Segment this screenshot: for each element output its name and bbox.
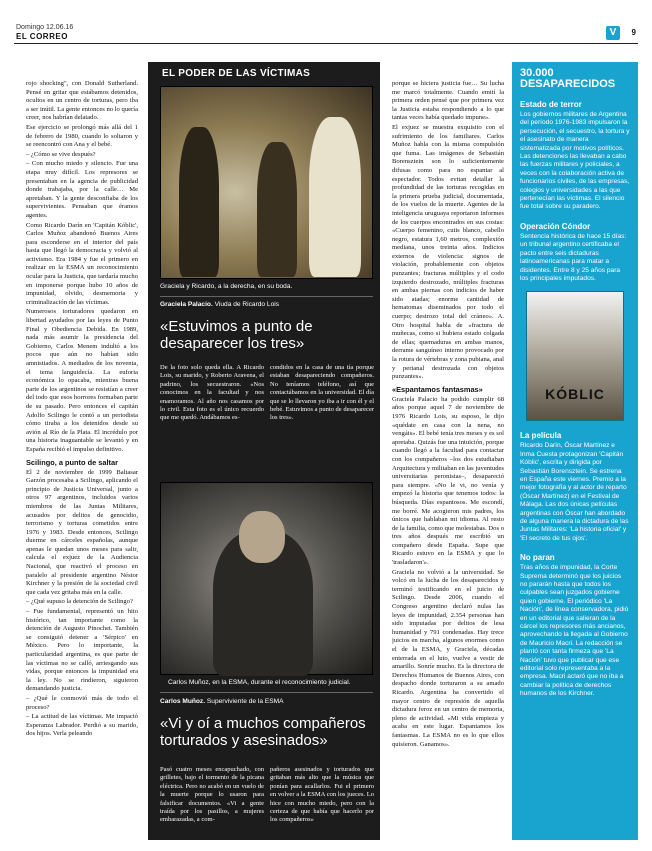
sidebar-text: Tras años de impunidad, la Corte Suprema determinó que los juicios no pararán hasta que todos los culpables sean juzgados gobierne quien gobierne. El periódico 'La Nación', de línea conservadora, pidió en un editorial que salieran de la cárcel los represores más ancianos, aprovechando la llegada al Gobierno de Mauricio Macri. La redacción se plantó con tanta firmeza que 'La Nación' tuvo que publicar que ese editorial solo representaba a la empresa. Macri aclaró que no iba a cambiar la política de derechos humanos de los Kirchner. xyxy=(520,564,629,698)
pull-quote: «Vi y oí a muchos compañeros torturados y asesinados» xyxy=(160,715,366,749)
sidebar-text: Sentencia histórica de hace 15 días: un tribunal argentino certificaba el pacto entre seis dictaduras latinoamericanas para matar a disidentes. Entre 8 y 25 años para los principales imputados. xyxy=(520,232,627,282)
newspaper-name: EL CORREO xyxy=(16,32,68,41)
paragraph: – Fue fundamental, representó un hito histórico, tan importante como la detención de Augusto Pinochet. También se consiguió detener a 'Sérpico' en México. Pero lo importante, la particularidad argentina, es que parte de las víctimas no se calló, arriesgando sus vidas, porque entonces la impunidad era la ley. No se rindieron, siguieron demandando justicia. xyxy=(26,608,138,693)
face xyxy=(239,511,285,563)
paragraph: Graciela Palacio ha podido cumplir 68 años porque aquel 7 de noviembre de 1976 Ricardo Lois, su esposo, le dijo «quédate en casa con la nena, no vengáis». El bebé tenía tres meses y es sol apretaba. Quizás fue una intuición, porque cuando llegó a la facultad para contactar con los compañeros –los dos estudiaban Arquitectura y militaban en las juventudes universitarias peronistas–, desapareció para siempre. «No le vi, no venía y empezó la historia que tenemos todos: la búsqueda. Días espantosos. Me escondí, me borré. Me acogieron mis padres, los únicos que hablaban mi idioma. Al resto de la familia, como que molestabas. Dos o tres años después me escribió un compañero desde España. Supe que Ricardo estuvo en la ESMA y que lo 'trasladaron'». xyxy=(392,395,504,567)
photo-caption: Carlos Muñoz, en la ESMA, durante el reconocimiento judicial. xyxy=(168,679,351,686)
paragraph: – ¿Cómo se vive después? xyxy=(26,150,96,158)
feature-text: pañeros asesinados y torturados que gritaban más alto que la música que ponían para acallarlos. Fui el primero en volver a la ESMA con los jueces. Lo hice con mucho miedo, pero con la certeza de que había que hacerlo por los compañeros» xyxy=(270,766,374,824)
esma-photo xyxy=(160,482,373,675)
article-column-2 xyxy=(392,80,504,836)
figure-silhouette xyxy=(179,127,219,277)
paragraph: – ¿Qué supuso la detención de Scilingo? xyxy=(26,598,133,606)
sidebar-box xyxy=(512,62,638,840)
person-name: Carlos Muñoz. xyxy=(160,698,206,705)
subheading: Scilingo, a punto de saltar xyxy=(26,457,118,467)
photo-caption: Graciela y Ricardo, a la derecha, en su boda. xyxy=(160,283,293,290)
sidebar-heading: Estado de terror xyxy=(520,100,582,109)
person-credit xyxy=(160,301,279,308)
paragraph: Numerosos torturadores quedaron en libertad ayudados por las leyes de Punto Final y Obediencia Debida. En 1989, nada más asumir la presidencia del Gobierno, Carlos Menem indultó a los pocos que aún no habían sido amnistiados. A mediados de los noventa, el tema languidecía. La euforia económica lo opacaba, mientras buena parte de los argentinos se resistían a creer del todo que esos horrores formaban parte de su pasado. Pero entonces el capitán Adolfo Scilingo le contó a un periodista cómo tiraba a los detenidos desde su avión al Río de la Plata. El incrédulo por una historia inaguantable se levantó y en España recibió el impulso definitivo. xyxy=(26,308,138,453)
divider xyxy=(160,692,373,693)
figure-silhouette xyxy=(309,117,361,277)
person-role: Superviviente de la ESMA xyxy=(206,698,284,705)
paragraph: – La actitud de las víctimas. Me impactó Esperanza Labrador. Perdió a su marido, dos hijos. Verla peleando xyxy=(26,713,138,738)
sidebar-heading: Operación Cóndor xyxy=(520,221,591,231)
movie-poster xyxy=(526,291,624,421)
subheading: «Espantamos fantasmas» xyxy=(392,384,483,394)
paragraph: – ¿Qué le conmovió más de todo el proceso? xyxy=(26,694,138,711)
paragraph: porque se hiciera justicia fue… Su lucha me marcó totalmente. Cuando emití la primera orden pensé que por primera vez la Justicia estaba respondiendo a lo que tantas veces había quedado impune». xyxy=(392,80,504,122)
divider xyxy=(160,296,373,297)
sidebar-heading: La película xyxy=(520,431,562,441)
section-logo-icon: V xyxy=(606,26,620,40)
poster-title: KÓBLIC xyxy=(545,386,605,403)
paragraph: – Con mucho miedo y silencio. Fue una etapa muy difícil. Los represores se presentaban en la agencia de publicidad donde trabajaba, por la calle… Me apretaban. Y la gente desconfiaba de los supervivientes. Pensaban que éramos agentes. xyxy=(26,160,138,219)
sidebar-text: Ricardo Darín, Óscar Martínez e Inma Cuesta protagonizan 'Capitán Kóblic', escrita y dirigida por Sebastián Borensztein. Se estrena en España este viernes. Premio a la mejor fotografía y al actor de reparto (Óscar Martínez) en el Festival de Málaga. Las dos únicas películas argentinas con Óscar han abordado de alguna manera la dictadura de las Juntas Militares: 'La historia oficial' y 'El secreto de tus ojos'. xyxy=(520,442,629,542)
issue-date: Domingo 12.06.16 xyxy=(16,24,74,31)
figure-silhouette xyxy=(257,142,297,277)
person-credit xyxy=(160,698,284,705)
feature-box xyxy=(148,62,380,840)
sidebar-heading: No paran xyxy=(520,553,555,563)
feature-title: EL PODER DE LAS VÍCTIMAS xyxy=(162,68,311,79)
article-column-1 xyxy=(26,80,138,836)
paragraph: Ese ejercicio se prolongó más allá del 1 de febrero de 1980, cuando lo soltaron y se reencontró con Ana y el bebé. xyxy=(26,123,138,149)
paragraph: Graciela no volvió a la universidad. Se volcó en la lucha de los desaparecidos y terminó testificando en el juicio de Scilingo. Desde 2006, cuando el Congreso argentino declaró nulas las leyes de impunidad, 2.354 personas han sido imputadas por delitos de lesa humanidad y 791 condenadas. Hay trece juicios en marcha, algunos enormes como el de la ESMA, y Graciela, décadas enterrada en el luto, vuelve a vestir de amarillo. Sonríe mucho. Es la directora de Derechos Humanos de Buenos Aires, con despacho donde torturaron a su amado Ricardo. Argentina ha convertido el mayor centro de represión de aquella dictadura feroz en un centro de memoria, pleno de actividad. «Mi vida empieza y acaba en este lugar. Espantamos los fantasmas. La ESMA no es lo que ellos quisieron. Ganamos». xyxy=(392,568,504,748)
sidebar-text: Los gobiernos militares de Argentina del período 1976-1983 impulsaron la persecución, el secuestro, la tortura y el asesinato de manera sistematizada por motivos políticos. Las detenciones las llevaban a cabo las fuerzas militares y policiales, a veces con la colaboración activa de funcionarios civiles, de las empresas, colegios y universidades a las que pertenecían las víctimas. El silencio fue total sobre su paradero. xyxy=(520,111,630,211)
feature-text: Pasó cuatro meses encapuchado, con grilletes, bajo el tormento de la picana eléctrica. Pero no acabó en un vuelo de la muerte porque lo usaron para falsificar documentos. «Vi a gente traída por los pasillos, a mujeres embarazadas, a com- xyxy=(160,766,264,824)
page-header xyxy=(14,16,638,44)
pull-quote: «Estuvimos a punto de desaparecer los tres» xyxy=(160,318,313,352)
paragraph: rojo shocking", con Donald Sutherland. Pensé en gritar que estábamos detenidos, ocultos en un centro de torturas, pero iba a ser inútil. La gente entonces no lo quería creer, nos habrían delatado. xyxy=(26,80,138,122)
sidebar-title: 30.000 DESAPARECIDOS xyxy=(520,67,616,90)
paragraph: Como Ricardo Darín en 'Capitán Kóblic', Carlos Muñoz abandonó Buenos Aires para esconderse en el interior del país hasta que llegó la democracia y volvió al activismo. Era 1984 y fue el primero en realizar en la ESMA un reconocimiento ocular para la Justicia, que tardaría mucho en imponerse porque hubo 10 años de impunidad, olvido, desmemoria y criminalización de las víctimas. xyxy=(26,221,138,306)
feature-text: De la foto solo queda ella. A Ricardo Lois, su marido, y Roberto Aravena, el padrino, los secuestraron. «Nos conocimos en la facultad y nos enamoramos. Al año nos casamos por lo civil. Esta foto es el único recuerdo que me quedó. Andábamos es- xyxy=(160,364,264,422)
feature-text: condidos en la casa de una tía porque estaban desapareciendo compañeros. No teníamos teléfono, así que contactábamos en la universidad. El día que se lo llevaron yo iba a ir con él y el bebé. Estuvimos a punto de desaparecer los tres». xyxy=(270,364,374,422)
paragraph: El exjuez se muestra exquisito con el sufrimiento de los familiares. Carlos Muñoz habla con la misma compulsión que fuma. Las imágenes de Sebastián Borensztein son lo suficientemente difusas como para no espantar al espectador. Todos evitan detallar la profundidad de las torturas recogidas en la primera prueba judicial, documentada, de los vuelos de la muerte. Agentes de la inteligencia uruguaya reportaron informes de los cuerpos encontrados en sus costas: «Cuerpo femenino, cutis blanco, cabello negro, estatura 1,60 metros, complexión mediana, unos treinta años. Indicios externos de violencia: signos de violación, probablemente con objetos punzantes; fracturas múltiples y el codo izquierdo destrozado, múltiples fracturas en ambas piernas con indicios de haber sido atadas; enorme cantidad de hematomas diseminados por todo el cuerpo; destrozo total del cráneo». A. Otro hospital habla de «fractura de muñecas, como si hubiera estado colgada de ellas; quemaduras en ambas manos, derrame sanguíneo interno provocado por la rotura de vértebras y zona pubiana, anal y perianal destrozada con objetos punzantes». xyxy=(392,123,504,381)
page-number: 9 xyxy=(631,28,636,37)
person-role: Viuda de Ricardo Lois xyxy=(214,301,280,308)
paragraph: El 2 de noviembre de 1999 Baltasar Garzón procesaba a Scilingo, aplicando el principio de Justicia Universal, junto a otros 97 argentinos, incluidos varios miembros de las Juntas Militares, acusados por delitos de genocidio, terrorismo y torturas cometidos entre 1976 y 1983. Desde entonces, Scilingo duerme en cárceles españolas, aunque apenas le quedan unos meses para salir, calcula el exjuez de la Audiencia Nacional, que reactivó el proceso en paralelo al presidente argentino Néstor Kirchner y la presión de la sociedad civil que cada vez gritaba más en la calle. xyxy=(26,468,138,596)
person-name: Graciela Palacio. xyxy=(160,301,213,308)
wedding-photo xyxy=(160,86,373,279)
